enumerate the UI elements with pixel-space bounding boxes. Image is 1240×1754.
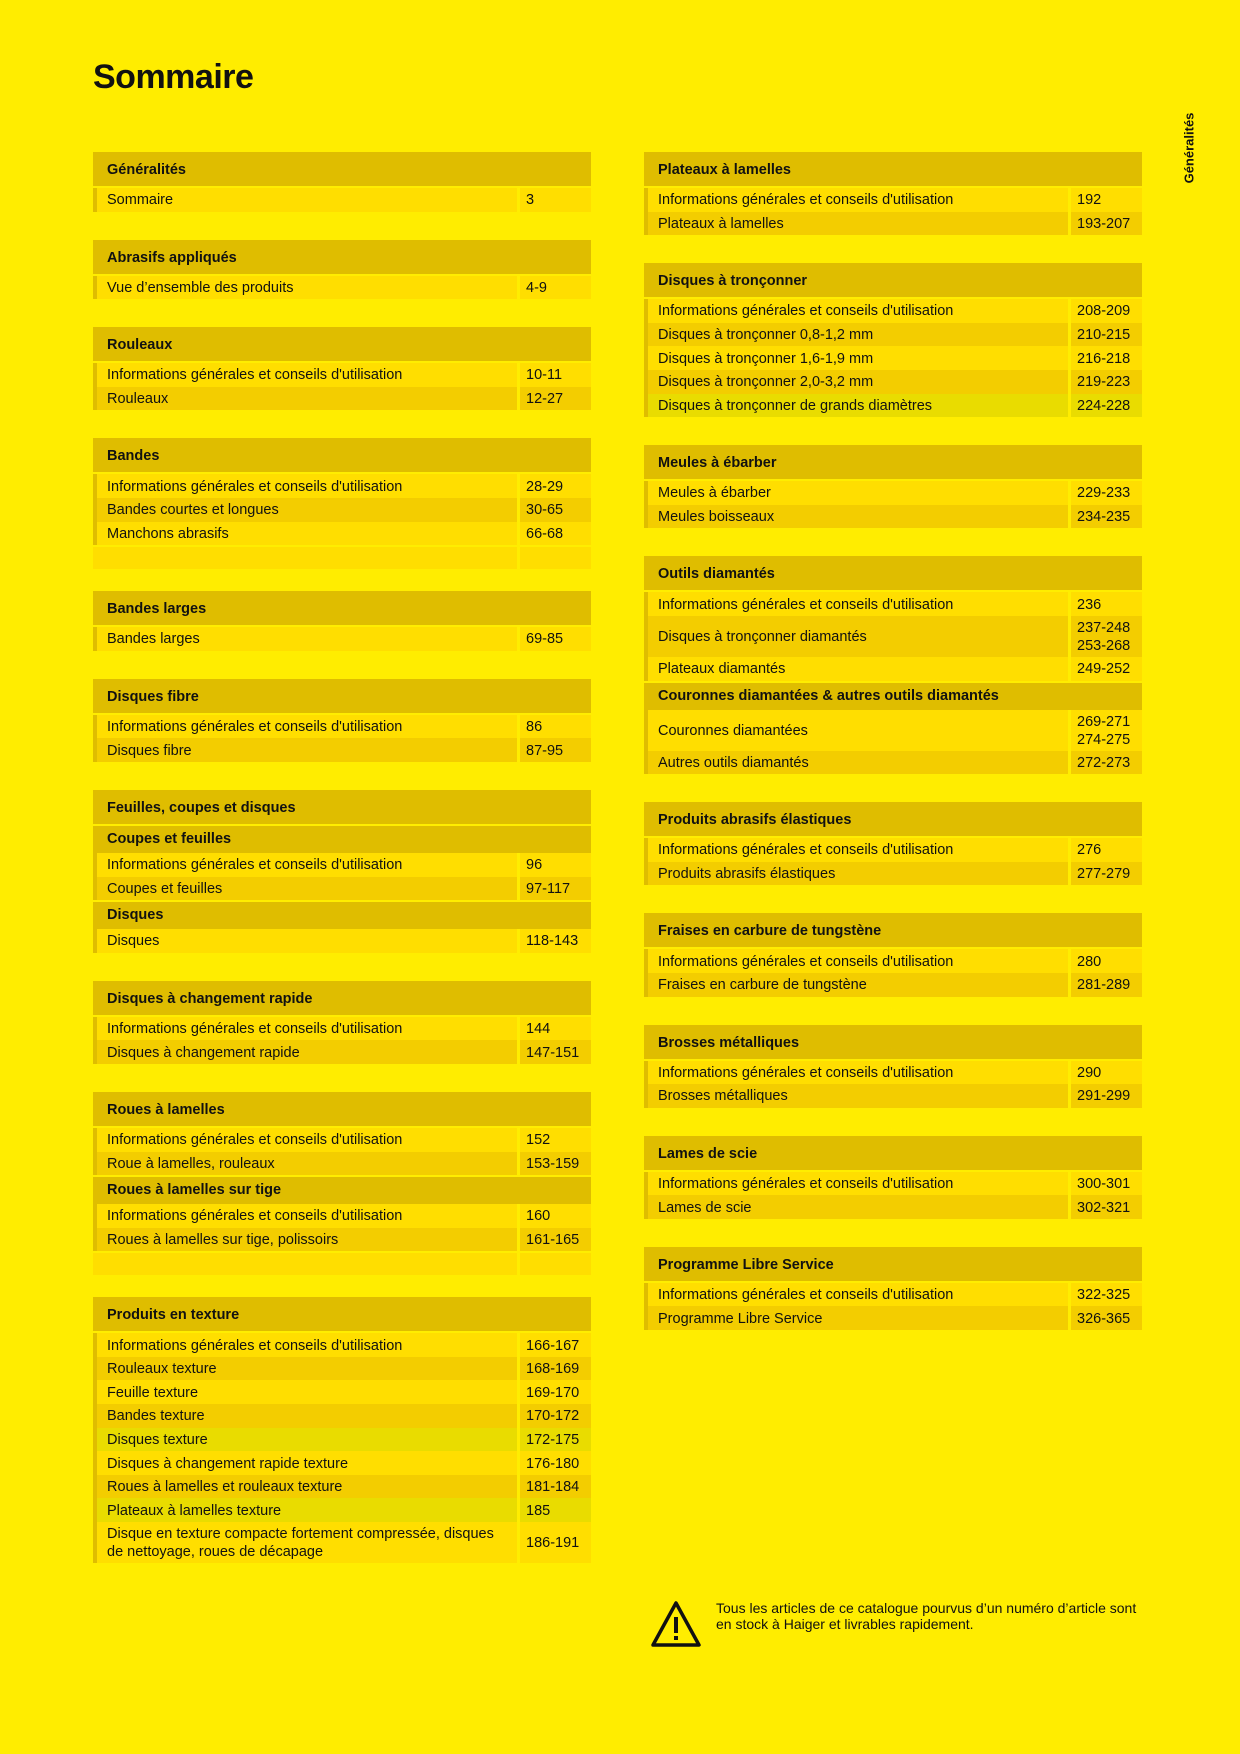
toc-entry[interactable]	[644, 323, 1142, 347]
toc-entry[interactable]	[644, 481, 1142, 505]
toc-entry-pages: 280	[1071, 949, 1142, 973]
toc-entry[interactable]	[93, 1040, 591, 1064]
toc-entry-pages: 290	[1071, 1061, 1142, 1085]
toc-entry-pages: 4-9	[520, 276, 591, 300]
toc-entry-title: Sommaire	[97, 188, 517, 212]
toc-entry-title: Meules boisseaux	[648, 505, 1068, 529]
toc-section	[644, 913, 1142, 996]
toc-entry[interactable]	[644, 1084, 1142, 1108]
toc-entry-pages: 322-325	[1071, 1283, 1142, 1307]
toc-entry[interactable]	[644, 346, 1142, 370]
toc-entry[interactable]	[93, 1017, 591, 1041]
section-heading[interactable]: Brosses métalliques	[644, 1025, 1142, 1059]
toc-entry-title: Informations générales et conseils d'utilisation	[97, 1017, 517, 1041]
toc-entry-pages: 86	[520, 715, 591, 739]
toc-entry[interactable]	[93, 522, 591, 546]
toc-entry[interactable]	[644, 1283, 1142, 1307]
empty-cell	[520, 547, 591, 569]
toc-entry-title: Informations générales et conseils d'utilisation	[97, 1333, 517, 1357]
toc-entry[interactable]	[93, 188, 591, 212]
toc-entry-title: Disque en texture compacte fortement compressée, disques de nettoyage, roues de décapage	[97, 1522, 517, 1563]
toc-section	[93, 240, 591, 300]
toc-entry[interactable]	[644, 616, 1142, 657]
toc-entry-pages: 300-301	[1071, 1172, 1142, 1196]
toc-entry-pages: 236	[1071, 592, 1142, 616]
toc-entry[interactable]	[93, 1228, 591, 1252]
toc-entry[interactable]	[644, 370, 1142, 394]
toc-entry-pages: 118-143	[520, 929, 591, 953]
empty-cell	[520, 1253, 591, 1275]
toc-entry-pages: 176-180	[520, 1451, 591, 1475]
toc-entry[interactable]	[93, 738, 591, 762]
toc-entry[interactable]	[644, 505, 1142, 529]
toc-entry-pages: 28-29	[520, 474, 591, 498]
toc-entry-pages: 169-170	[520, 1380, 591, 1404]
toc-entry-title: Bandes courtes et longues	[97, 498, 517, 522]
toc-entry-pages: 147-151	[520, 1040, 591, 1064]
toc-section	[93, 1297, 591, 1563]
toc-entry-pages: 161-165	[520, 1228, 591, 1252]
toc-entry-title: Informations générales et conseils d'utilisation	[648, 592, 1068, 616]
toc-entry[interactable]	[93, 387, 591, 411]
toc-entry[interactable]	[644, 1306, 1142, 1330]
toc-entry[interactable]	[93, 877, 591, 901]
toc-entry[interactable]	[644, 212, 1142, 236]
toc-section	[644, 1136, 1142, 1219]
toc-entry[interactable]	[93, 1128, 591, 1152]
toc-section	[644, 445, 1142, 528]
toc-entry-title: Informations générales et conseils d'utilisation	[97, 1128, 517, 1152]
toc-entry-title: Meules à ébarber	[648, 481, 1068, 505]
toc-entry-title: Informations générales et conseils d'utilisation	[648, 299, 1068, 323]
toc-entry[interactable]	[644, 394, 1142, 418]
toc-entry[interactable]	[644, 973, 1142, 997]
toc-column-right	[644, 152, 1142, 1358]
side-tab-label: Généralités	[1181, 112, 1197, 184]
toc-entry-title: Bandes larges	[97, 627, 517, 651]
toc-entry-title: Roues à lamelles et rouleaux texture	[97, 1475, 517, 1499]
section-heading[interactable]: Meules à ébarber	[644, 445, 1142, 479]
toc-entry-pages: 87-95	[520, 738, 591, 762]
toc-entry-pages: 12-27	[520, 387, 591, 411]
toc-entry[interactable]	[93, 1475, 591, 1499]
toc-section	[644, 1247, 1142, 1330]
section-heading[interactable]: Produits en texture	[93, 1297, 591, 1331]
toc-entry[interactable]	[93, 1380, 591, 1404]
toc-entry-title: Informations générales et conseils d'utilisation	[648, 188, 1068, 212]
toc-entry[interactable]	[93, 1152, 591, 1176]
toc-entry-pages: 216-218	[1071, 346, 1142, 370]
toc-entry-pages: 210-215	[1071, 323, 1142, 347]
toc-entry-pages: 272-273	[1071, 751, 1142, 775]
toc-entry-pages: 276	[1071, 838, 1142, 862]
toc-entry-pages: 229-233	[1071, 481, 1142, 505]
toc-section	[644, 152, 1142, 235]
toc-entry-title: Disques	[97, 929, 517, 953]
toc-entry-title: Informations générales et conseils d'utilisation	[648, 838, 1068, 862]
toc-entry-title: Disques texture	[97, 1428, 517, 1452]
toc-entry-title: Plateaux diamantés	[648, 657, 1068, 681]
warning-icon	[650, 1600, 702, 1648]
toc-entry[interactable]	[644, 751, 1142, 775]
toc-section	[93, 981, 591, 1064]
section-heading[interactable]: Feuilles, coupes et disques	[93, 790, 591, 824]
toc-entry-pages: 192	[1071, 188, 1142, 212]
toc-entry-title: Disques à changement rapide	[97, 1040, 517, 1064]
toc-entry[interactable]	[93, 1357, 591, 1381]
toc-entry-title: Feuille texture	[97, 1380, 517, 1404]
toc-entry-title: Informations générales et conseils d'utilisation	[97, 853, 517, 877]
toc-entry[interactable]	[644, 188, 1142, 212]
empty-row	[93, 547, 591, 569]
toc-entry[interactable]	[644, 1061, 1142, 1085]
section-heading[interactable]: Abrasifs appliqués	[93, 240, 591, 274]
toc-entry[interactable]	[93, 1404, 591, 1428]
toc-section	[644, 802, 1142, 885]
toc-entry-pages: 96	[520, 853, 591, 877]
toc-entry[interactable]	[644, 592, 1142, 616]
toc-entry-title: Autres outils diamantés	[648, 751, 1068, 775]
toc-section	[644, 1025, 1142, 1108]
toc-section	[93, 591, 591, 651]
toc-entry[interactable]	[93, 474, 591, 498]
toc-section	[93, 1092, 591, 1275]
stock-notice	[650, 1600, 1150, 1660]
toc-entry-pages: 326-365	[1071, 1306, 1142, 1330]
toc-entry-pages: 302-321	[1071, 1195, 1142, 1219]
toc-entry-title: Disques à tronçonner 1,6-1,9 mm	[648, 346, 1068, 370]
toc-entry-title: Rouleaux	[97, 387, 517, 411]
toc-entry-title: Disques à tronçonner diamantés	[648, 616, 1068, 657]
section-heading[interactable]: Généralités	[93, 152, 591, 186]
toc-entry-pages: 152	[520, 1128, 591, 1152]
section-heading[interactable]: Programme Libre Service	[644, 1247, 1142, 1281]
toc-entry-title: Disques fibre	[97, 738, 517, 762]
toc-entry-title: Informations générales et conseils d'utilisation	[648, 1061, 1068, 1085]
toc-entry-title: Programme Libre Service	[648, 1306, 1068, 1330]
toc-entry-title: Disques à tronçonner 0,8-1,2 mm	[648, 323, 1068, 347]
toc-entry-title: Lames de scie	[648, 1195, 1068, 1219]
toc-entry[interactable]	[93, 1204, 591, 1228]
section-heading[interactable]: Rouleaux	[93, 327, 591, 361]
section-heading[interactable]: Roues à lamelles	[93, 1092, 591, 1126]
toc-entry-title: Informations générales et conseils d'utilisation	[648, 1283, 1068, 1307]
toc-entry-title: Disques à changement rapide texture	[97, 1451, 517, 1475]
toc-entry[interactable]	[644, 1172, 1142, 1196]
toc-entry[interactable]	[93, 1498, 591, 1522]
side-tab[interactable]	[1176, 108, 1202, 188]
section-heading[interactable]: Bandes larges	[93, 591, 591, 625]
toc-entry[interactable]	[644, 1195, 1142, 1219]
toc-entry-title: Plateaux à lamelles	[648, 212, 1068, 236]
toc-entry-pages: 234-235	[1071, 505, 1142, 529]
toc-entry-pages: 237-248 253-268	[1071, 616, 1142, 657]
toc-entry[interactable]	[644, 299, 1142, 323]
empty-row	[93, 1253, 591, 1275]
toc-section	[93, 327, 591, 410]
toc-entry[interactable]	[644, 949, 1142, 973]
toc-entry-title: Disques à tronçonner 2,0-3,2 mm	[648, 370, 1068, 394]
toc-entry-pages: 3	[520, 188, 591, 212]
toc-entry-pages: 144	[520, 1017, 591, 1041]
toc-entry-title: Informations générales et conseils d'utilisation	[97, 1204, 517, 1228]
toc-entry-title: Produits abrasifs élastiques	[648, 862, 1068, 886]
toc-section	[644, 556, 1142, 774]
toc-entry-pages: 172-175	[520, 1428, 591, 1452]
subsection-heading[interactable]: Couronnes diamantées & autres outils diamantés	[644, 683, 1142, 710]
toc-entry[interactable]	[644, 862, 1142, 886]
toc-entry-title: Informations générales et conseils d'utilisation	[97, 715, 517, 739]
section-heading[interactable]: Disques à changement rapide	[93, 981, 591, 1015]
toc-entry-pages: 10-11	[520, 363, 591, 387]
subsection-heading[interactable]: Roues à lamelles sur tige	[93, 1177, 591, 1204]
toc-entry-pages: 166-167	[520, 1333, 591, 1357]
section-heading[interactable]: Fraises en carbure de tungstène	[644, 913, 1142, 947]
toc-entry-title: Plateaux à lamelles texture	[97, 1498, 517, 1522]
toc-entry[interactable]	[93, 498, 591, 522]
toc-entry-title: Informations générales et conseils d'utilisation	[97, 474, 517, 498]
toc-entry-title: Roue à lamelles, rouleaux	[97, 1152, 517, 1176]
page-title: Sommaire	[93, 58, 254, 96]
toc-entry-pages: 30-65	[520, 498, 591, 522]
toc-entry[interactable]	[93, 276, 591, 300]
toc-entry-pages: 69-85	[520, 627, 591, 651]
toc-entry-pages: 277-279	[1071, 862, 1142, 886]
toc-section	[93, 438, 591, 569]
toc-entry-pages: 160	[520, 1204, 591, 1228]
toc-entry-pages: 66-68	[520, 522, 591, 546]
toc-entry-pages: 249-252	[1071, 657, 1142, 681]
toc-entry-title: Disques à tronçonner de grands diamètres	[648, 394, 1068, 418]
toc-entry-pages: 168-169	[520, 1357, 591, 1381]
toc-entry-pages: 153-159	[520, 1152, 591, 1176]
toc-entry[interactable]	[644, 838, 1142, 862]
toc-entry-title: Coupes et feuilles	[97, 877, 517, 901]
toc-entry[interactable]	[93, 1333, 591, 1357]
empty-cell	[93, 1253, 517, 1275]
subsection-heading[interactable]: Disques	[93, 902, 591, 929]
toc-entry[interactable]	[93, 715, 591, 739]
toc-entry-title: Couronnes diamantées	[648, 710, 1068, 751]
toc-entry[interactable]	[93, 1428, 591, 1452]
section-heading[interactable]: Disques à tronçonner	[644, 263, 1142, 297]
toc-entry-pages: 186-191	[520, 1522, 591, 1563]
toc-entry-title: Fraises en carbure de tungstène	[648, 973, 1068, 997]
toc-entry-title: Bandes texture	[97, 1404, 517, 1428]
toc-entry-title: Brosses métalliques	[648, 1084, 1068, 1108]
section-heading[interactable]: Bandes	[93, 438, 591, 472]
notice-text: Tous les articles de ce catalogue pourvus d’un numéro d’article sont en stock à Haiger et livrables rapidement.	[716, 1600, 1137, 1632]
toc-entry[interactable]	[93, 929, 591, 953]
toc-entry-title: Roues à lamelles sur tige, polissoirs	[97, 1228, 517, 1252]
toc-entry-pages: 269-271 274-275	[1071, 710, 1142, 751]
toc-entry-pages: 208-209	[1071, 299, 1142, 323]
section-heading[interactable]: Lames de scie	[644, 1136, 1142, 1170]
toc-entry[interactable]	[644, 710, 1142, 751]
toc-entry-title: Vue d’ensemble des produits	[97, 276, 517, 300]
section-heading[interactable]: Plateaux à lamelles	[644, 152, 1142, 186]
toc-entry[interactable]	[644, 657, 1142, 681]
toc-entry-pages: 185	[520, 1498, 591, 1522]
toc-entry-pages: 97-117	[520, 877, 591, 901]
section-heading[interactable]: Outils diamantés	[644, 556, 1142, 590]
toc-entry[interactable]	[93, 1522, 591, 1563]
toc-entry-title: Informations générales et conseils d'utilisation	[648, 949, 1068, 973]
toc-entry-pages: 224-228	[1071, 394, 1142, 418]
toc-entry-title: Rouleaux texture	[97, 1357, 517, 1381]
toc-section	[644, 263, 1142, 417]
empty-cell	[93, 547, 517, 569]
toc-section	[93, 790, 591, 953]
section-heading[interactable]: Disques fibre	[93, 679, 591, 713]
toc-entry-title: Manchons abrasifs	[97, 522, 517, 546]
toc-entry[interactable]	[93, 627, 591, 651]
toc-entry[interactable]	[93, 853, 591, 877]
toc-section	[93, 679, 591, 762]
toc-entry[interactable]	[93, 1451, 591, 1475]
toc-entry-title: Informations générales et conseils d'utilisation	[97, 363, 517, 387]
toc-entry-pages: 281-289	[1071, 973, 1142, 997]
toc-section	[93, 152, 591, 212]
toc-entry-pages: 181-184	[520, 1475, 591, 1499]
toc-entry-title: Informations générales et conseils d'utilisation	[648, 1172, 1068, 1196]
toc-column-left	[93, 152, 591, 1591]
toc-entry-pages: 170-172	[520, 1404, 591, 1428]
toc-entry[interactable]	[93, 363, 591, 387]
toc-entry-pages: 193-207	[1071, 212, 1142, 236]
section-heading[interactable]: Produits abrasifs élastiques	[644, 802, 1142, 836]
toc-entry-pages: 219-223	[1071, 370, 1142, 394]
subsection-heading[interactable]: Coupes et feuilles	[93, 826, 591, 853]
toc-entry-pages: 291-299	[1071, 1084, 1142, 1108]
